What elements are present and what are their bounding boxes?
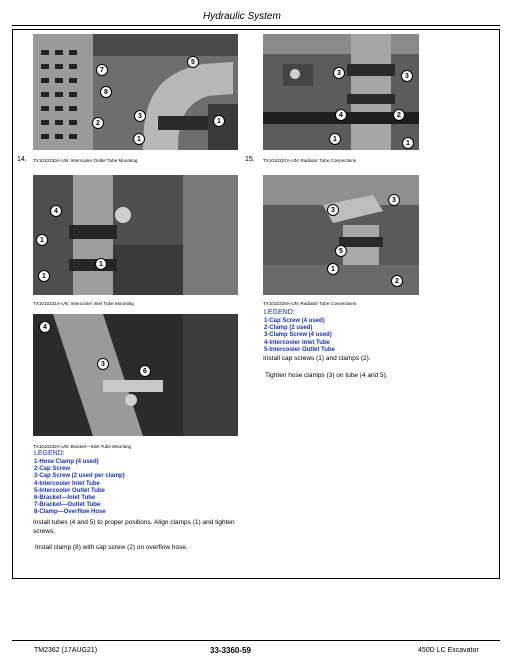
figure-caption: TX1010230A-UN: Intercooler Outlet Tube Mounting <box>33 158 138 163</box>
callout-4: 4 <box>50 205 62 217</box>
instruction-text: Tighten hose clamps (3) on tube (4 and 5). <box>265 372 388 379</box>
instruction-text: Install tubes (4 and 5) to proper positions. Align clamps (1) and tighten screws. <box>33 519 235 535</box>
photo-intercooler-outlet-tube <box>33 34 238 150</box>
section-title: Hydraulic System <box>203 11 281 22</box>
callout-2: 2 <box>393 109 405 121</box>
callout-3: 3 <box>97 358 109 370</box>
step-number-14: 14. <box>17 156 27 163</box>
legend-item: 3-Clamp Screw (4 used) <box>264 332 332 339</box>
legend-item: 5-Intercooler Outlet Tube <box>34 487 105 494</box>
photo-bracket-inlet-tube <box>33 314 238 436</box>
callout-2: 2 <box>92 117 104 129</box>
legend-item: 1-Cap Screw (4 used) <box>264 318 325 324</box>
callout-6: 6 <box>139 365 151 377</box>
figure-caption: TX1010231A-UN: Intercooler Inlet Tube Mounting <box>33 301 134 306</box>
figure-caption: TX1010232A-UN: Bracket—Inlet Tube Mounting <box>33 444 132 449</box>
callout-1b: 1 <box>95 258 107 270</box>
legend-item: 6-Bracket—Inlet Tube <box>34 495 96 502</box>
legend-item: 4-Intercooler Inlet Tube <box>264 339 330 346</box>
callout-3a: 3 <box>333 67 345 79</box>
callout-4: 4 <box>39 321 51 333</box>
legend-list <box>34 459 125 517</box>
callout-4: 4 <box>335 109 347 121</box>
callout-3b: 3 <box>327 204 339 216</box>
photo-illustration <box>263 34 419 150</box>
callout-5: 5 <box>187 56 199 68</box>
legend-item: 2-Cap Screw <box>34 466 71 473</box>
callout-2: 2 <box>391 275 403 287</box>
step-number-15: 15. <box>245 156 255 163</box>
instruction-text: Install clamp (8) with cap screw (2) on overflow hose. <box>35 544 188 551</box>
figure-caption: TX1010228A-UN: Radiator Tube Connections <box>263 301 357 306</box>
legend-list <box>264 318 335 354</box>
callout-8: 8 <box>100 86 112 98</box>
callout-1b: 1 <box>133 133 145 145</box>
callout-3a: 3 <box>388 194 400 206</box>
callout-1a: 1 <box>36 234 48 246</box>
figure-caption: TX1010227A-UN: Radiator Tube Connections <box>263 158 357 163</box>
legend-item: 1-Hose Clamp (4 used) <box>34 459 99 465</box>
legend-item: 3-Cap Screw (2 used per clamp) <box>34 473 125 480</box>
photo-illustration <box>33 314 238 436</box>
callout-7: 7 <box>96 64 108 76</box>
callout-1: 1 <box>327 263 339 275</box>
callout-3: 3 <box>134 110 146 122</box>
header-divider <box>12 25 500 26</box>
footer-manual-id: TM2362 (17AUG21) <box>34 647 98 654</box>
legend-title: LEGEND: <box>34 450 65 457</box>
page-number: 33-3360-59 <box>210 646 251 655</box>
legend-item: 5-Intercooler Outlet Tube <box>264 346 335 353</box>
photo-illustration <box>33 175 238 295</box>
legend-item: 4-Intercooler Inlet Tube <box>34 480 100 487</box>
legend-item: 7-Bracket—Outlet Tube <box>34 502 101 509</box>
photo-radiator-tube-connections <box>263 34 419 150</box>
callout-3b: 3 <box>401 70 413 82</box>
footer-model: 450D LC Excavator <box>418 647 479 654</box>
legend-item: 2-Clamp (2 used) <box>264 325 313 332</box>
legend-title: LEGEND: <box>264 309 295 316</box>
callout-1a: 1 <box>213 115 225 127</box>
photo-radiator-tube-connections-2 <box>263 175 419 295</box>
footer-divider <box>12 640 500 641</box>
instruction-text: Install cap screws (1) and clamps (2). <box>263 355 371 362</box>
photo-intercooler-inlet-tube <box>33 175 238 295</box>
callout-5: 5 <box>335 245 347 257</box>
legend-item: 8-Clamp—Overflow Hose <box>34 509 106 516</box>
callout-1a: 1 <box>329 133 341 145</box>
callout-1b: 1 <box>402 137 414 149</box>
callout-1c: 1 <box>38 270 50 282</box>
